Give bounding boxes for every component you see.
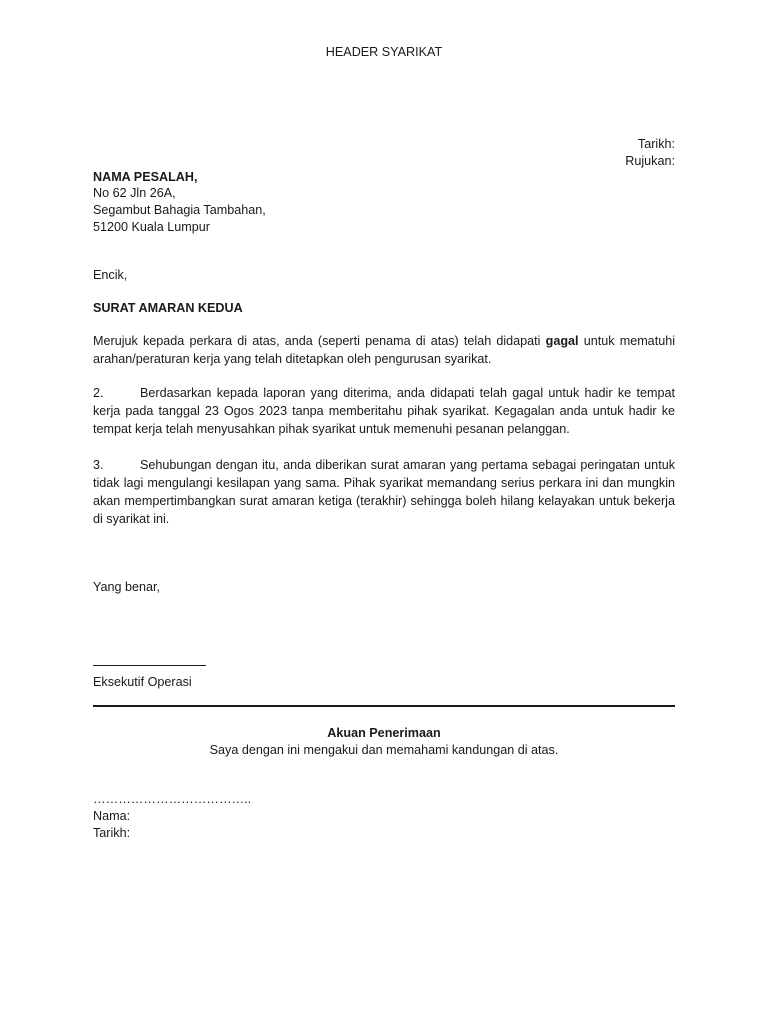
paragraph-3 — [93, 456, 675, 528]
name-label: Nama: — [93, 809, 131, 823]
paragraph-1 — [93, 332, 675, 368]
recipient-address-line1: No 62 Jln 26A, — [93, 186, 176, 200]
section-divider — [93, 705, 675, 707]
paragraph-1-text-end: untuk mematuhi arahan/peraturan kerja yang telah ditetapkan oleh pengurusan syarikat. — [93, 334, 675, 366]
paragraph-2-text: Berdasarkan kepada laporan yang diterima, anda didapati telah gagal untuk hadir ke tempat kerja pada tanggal 23 Ogos 2023 tanpa memberitahu pihak syarikat. Kegagalan anda untuk hadir ke tempat kerja telah menyusahkan pihak syarikat untuk memenuhi pesanan pelanggan. — [93, 386, 675, 436]
salutation: Encik, — [93, 268, 128, 282]
recipient-address-line2: Segambut Bahagia Tambahan, — [93, 203, 266, 217]
paragraph-1-text-start: Merujuk kepada perkara di atas, anda (seperti penama di atas) telah didapati — [93, 334, 546, 348]
paragraph-3-number: 3. — [93, 458, 104, 472]
signatory-title: Eksekutif Operasi — [93, 675, 192, 689]
recipient-name: NAMA PESALAH, — [93, 170, 198, 184]
recipient-address-line3: 51200 Kuala Lumpur — [93, 220, 210, 234]
company-header: HEADER SYARIKAT — [325, 45, 443, 59]
paragraph-2-number: 2. — [93, 386, 104, 400]
acknowledgement-title: Akuan Penerimaan — [327, 726, 441, 740]
letter-subject: SURAT AMARAN KEDUA — [93, 301, 243, 315]
signature-dots: ……………………………….. — [93, 792, 252, 806]
signature-line — [93, 665, 206, 666]
paragraph-1-bold-word: gagal — [545, 334, 579, 348]
paragraph-2 — [93, 384, 675, 438]
closing: Yang benar, — [93, 580, 160, 594]
paragraph-3-text: Sehubungan dengan itu, anda diberikan surat amaran yang pertama sebagai peringatan untuk tidak lagi mengulangi kesilapan yang sama. Pihak syarikat memandang serius perkara ini dan mungkin akan mempertimbangkan surat amaran ketiga (terakhir) sehingga boleh hilang kelayakan untuk bekerja di syarikat ini. — [93, 458, 675, 526]
acknowledgement-date-label: Tarikh: — [93, 826, 131, 840]
date-label: Tarikh: — [637, 137, 675, 151]
reference-label: Rujukan: — [625, 154, 675, 168]
acknowledgement-statement: Saya dengan ini mengakui dan memahami kandungan di atas. — [209, 743, 559, 757]
